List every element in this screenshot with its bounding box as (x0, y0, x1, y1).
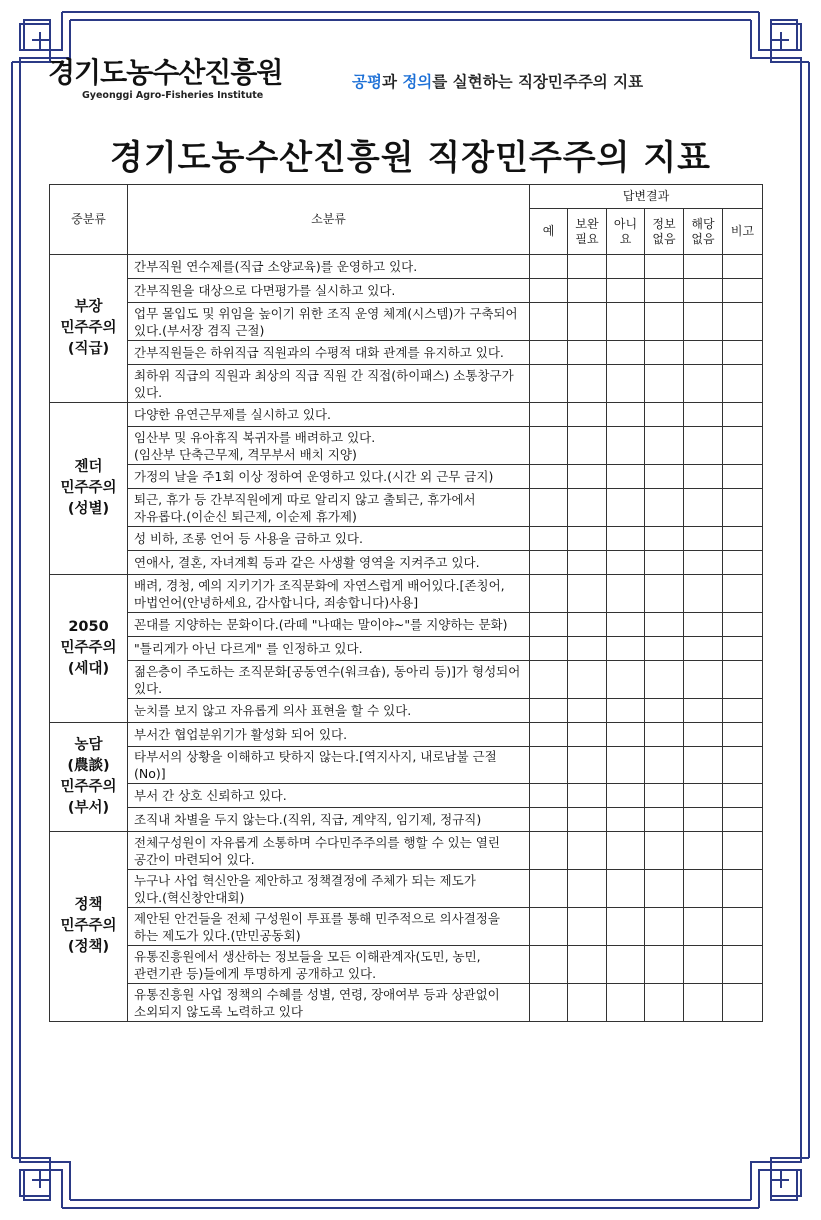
category-label-line: 부장 (74, 299, 103, 315)
slogan-part: 를 실현하는 직장민주주의 지표 (432, 73, 644, 91)
table-row (50, 575, 763, 613)
answer-cell[interactable] (568, 465, 607, 489)
answer-cell[interactable] (530, 341, 568, 365)
answer-cell[interactable] (723, 832, 763, 870)
item-text-line: 다양한 유연근무제를 실시하고 있다. (134, 407, 332, 422)
answer-cell[interactable] (607, 637, 645, 661)
item-text-line: 간부직원 연수제를(직급 소양교육)를 운영하고 있다. (134, 259, 418, 274)
table-row (50, 489, 763, 527)
item-text-line: 유통진흥원에서 생산하는 정보들을 모든 이해관계자(도민, 농민, (134, 948, 481, 964)
item-text-line: 임산부 및 유아휴직 복귀자를 배려하고 있다. (134, 429, 376, 445)
item-cell (128, 723, 530, 747)
header-answer-col (568, 209, 607, 255)
answer-cell[interactable] (530, 303, 568, 341)
answer-cell[interactable] (530, 784, 568, 808)
answer-cell[interactable] (607, 613, 645, 637)
item-cell (128, 489, 530, 527)
answer-cell[interactable] (645, 808, 684, 832)
table-row (50, 747, 763, 784)
table-row (50, 551, 763, 575)
table-row (50, 870, 763, 908)
answer-cell[interactable] (530, 613, 568, 637)
category-label-line: 민주주의 (60, 640, 117, 656)
answer-cell[interactable] (645, 279, 684, 303)
category-label-line: (성별) (67, 501, 110, 517)
category-label-line: (직급) (67, 341, 110, 357)
item-text-line: 가정의 날을 주1회 이상 정하여 운영하고 있다.(시간 외 근무 금지) (134, 469, 494, 484)
table-row (50, 465, 763, 489)
answer-cell[interactable] (645, 465, 684, 489)
category-label-line: 민주주의 (60, 779, 117, 795)
answer-cell[interactable] (568, 699, 607, 723)
answer-cell[interactable] (645, 747, 684, 784)
answer-cell[interactable] (684, 403, 723, 427)
answer-cell[interactable] (723, 637, 763, 661)
item-text-line: 최하위 직급의 직원과 최상의 직급 직원 간 직접(하이패스) 소통창구가 (134, 367, 514, 383)
answer-cell[interactable] (530, 747, 568, 784)
answer-cell[interactable] (645, 255, 684, 279)
answer-cell[interactable] (684, 489, 723, 527)
answer-cell[interactable] (530, 279, 568, 303)
item-cell (128, 946, 530, 984)
header-answer-col (645, 209, 684, 255)
answer-cell[interactable] (645, 784, 684, 808)
logo-subtitle: Gyeonggi Agro-Fisheries Institute (82, 90, 264, 101)
answer-cell[interactable] (645, 946, 684, 984)
item-cell (128, 832, 530, 870)
answer-cell[interactable] (723, 661, 763, 699)
item-text-line: 있다.(부서장 겸직 근절) (134, 322, 265, 338)
slogan-word-justice: 정의 (402, 73, 433, 91)
answer-cell[interactable] (607, 699, 645, 723)
answer-cell[interactable] (568, 341, 607, 365)
table-row (50, 984, 763, 1022)
answer-cell[interactable] (607, 303, 645, 341)
header-answer-line: 없음 (691, 231, 715, 246)
item-text-line: 눈치를 보지 않고 자유롭게 의사 표현을 할 수 있다. (134, 703, 412, 718)
answer-cell[interactable] (530, 255, 568, 279)
item-text-line: "틀리게가 아닌 다르게" 를 인정하고 있다. (134, 641, 363, 656)
answer-cell[interactable] (607, 255, 645, 279)
answer-cell[interactable] (568, 365, 607, 403)
answer-cell[interactable] (568, 661, 607, 699)
answer-cell[interactable] (607, 365, 645, 403)
answer-cell[interactable] (723, 403, 763, 427)
answer-cell[interactable] (723, 427, 763, 465)
answer-cell[interactable] (645, 984, 684, 1022)
slogan-word-fairness: 공평 (352, 73, 382, 91)
answer-cell[interactable] (723, 870, 763, 908)
header-answer-line: 정보 (652, 216, 676, 231)
answer-cell[interactable] (530, 637, 568, 661)
answer-cell[interactable] (723, 723, 763, 747)
answer-cell[interactable] (684, 465, 723, 489)
item-text-line: 부서 간 상호 신뢰하고 있다. (134, 788, 287, 803)
item-text-line: 성 비하, 조롱 언어 등 사용을 금하고 있다. (134, 531, 363, 546)
item-text-line: 배려, 경청, 예의 지키기가 조직문화에 자연스럽게 배어있다.[존칭어, (134, 577, 505, 593)
category-cell (50, 723, 128, 832)
table-body (50, 255, 763, 1022)
answer-cell[interactable] (607, 551, 645, 575)
table-row (50, 613, 763, 637)
item-text-line: 누구나 사업 혁신안을 제안하고 정책결정에 주체가 되는 제도가 (134, 872, 476, 888)
answer-cell[interactable] (530, 870, 568, 908)
answer-cell[interactable] (530, 489, 568, 527)
item-text-line: 있다. (134, 384, 163, 400)
table-row (50, 723, 763, 747)
category-label-line: 민주주의 (60, 320, 117, 336)
answer-cell[interactable] (568, 870, 607, 908)
table-row (50, 427, 763, 465)
header-answer-line: 요 (619, 231, 632, 246)
item-cell (128, 808, 530, 832)
table-row (50, 365, 763, 403)
table-row (50, 403, 763, 427)
institute-logo (48, 58, 298, 101)
item-text-line: 있다. (134, 680, 163, 696)
answer-cell[interactable] (645, 637, 684, 661)
answer-cell[interactable] (684, 613, 723, 637)
header-answer-col (723, 209, 763, 255)
item-cell (128, 908, 530, 946)
category-label-line: 농담 (74, 737, 103, 753)
answer-cell[interactable] (607, 984, 645, 1022)
answer-cell[interactable] (645, 403, 684, 427)
header-answer-line: 보완 (575, 216, 599, 231)
item-text-line: 전체구성원이 자유롭게 소통하며 수다민주주의를 행할 수 있는 열린 (134, 834, 500, 850)
answer-cell[interactable] (568, 613, 607, 637)
answer-cell[interactable] (568, 255, 607, 279)
answer-cell[interactable] (645, 551, 684, 575)
answer-cell[interactable] (645, 341, 684, 365)
item-text-line: 퇴근, 휴가 등 간부직원에게 따로 알리지 않고 출퇴근, 휴가에서 (134, 491, 476, 507)
header-answer-col (607, 209, 645, 255)
item-cell (128, 699, 530, 723)
answer-cell[interactable] (607, 661, 645, 699)
answer-cell[interactable] (530, 984, 568, 1022)
answer-cell[interactable] (684, 365, 723, 403)
header-answer-group: 답변결과 (530, 185, 763, 209)
answer-cell[interactable] (684, 784, 723, 808)
table-row (50, 279, 763, 303)
answer-cell[interactable] (607, 832, 645, 870)
item-text-line: 간부직원을 대상으로 다면평가를 실시하고 있다. (134, 283, 396, 298)
answer-cell[interactable] (530, 365, 568, 403)
answer-cell[interactable] (723, 575, 763, 613)
item-cell (128, 465, 530, 489)
answer-cell[interactable] (568, 637, 607, 661)
answer-cell[interactable] (645, 908, 684, 946)
table-row (50, 784, 763, 808)
answer-cell[interactable] (723, 908, 763, 946)
answer-cell[interactable] (568, 489, 607, 527)
answer-cell[interactable] (530, 908, 568, 946)
answer-cell[interactable] (723, 699, 763, 723)
answer-cell[interactable] (645, 365, 684, 403)
item-text-line: 소외되지 않도록 노력하고 있다 (134, 1003, 303, 1019)
answer-cell[interactable] (607, 279, 645, 303)
answer-cell[interactable] (530, 575, 568, 613)
answer-cell[interactable] (684, 661, 723, 699)
answer-cell[interactable] (530, 723, 568, 747)
category-label-line: (정책) (67, 939, 110, 955)
logo-wordmark: 경기도농수산진흥원 (48, 56, 283, 89)
table-row (50, 303, 763, 341)
item-cell (128, 341, 530, 365)
answer-cell[interactable] (607, 747, 645, 784)
answer-cell[interactable] (530, 403, 568, 427)
header-answer-line: 예 (542, 224, 555, 238)
answer-cell[interactable] (723, 303, 763, 341)
item-text-line: 타부서의 상황을 이해하고 탓하지 않는다.[역지사지, 내로남불 근절(No)] (134, 749, 497, 781)
item-cell (128, 747, 530, 784)
answer-cell[interactable] (723, 527, 763, 551)
answer-cell[interactable] (607, 527, 645, 551)
answer-cell[interactable] (568, 527, 607, 551)
answer-cell[interactable] (568, 984, 607, 1022)
answer-cell[interactable] (645, 575, 684, 613)
answer-cell[interactable] (607, 465, 645, 489)
table-row (50, 661, 763, 699)
answer-cell[interactable] (530, 832, 568, 870)
table-row (50, 908, 763, 946)
answer-cell[interactable] (530, 661, 568, 699)
answer-cell[interactable] (530, 946, 568, 984)
answer-cell[interactable] (645, 427, 684, 465)
answer-cell[interactable] (684, 637, 723, 661)
answer-cell[interactable] (568, 832, 607, 870)
answer-cell[interactable] (723, 613, 763, 637)
answer-cell[interactable] (684, 723, 723, 747)
answer-cell[interactable] (723, 279, 763, 303)
slogan (352, 70, 643, 92)
answer-cell[interactable] (684, 946, 723, 984)
header-answer-line: 비고 (730, 224, 755, 238)
item-cell (128, 637, 530, 661)
answer-cell[interactable] (645, 303, 684, 341)
answer-cell[interactable] (568, 427, 607, 465)
answer-cell[interactable] (645, 489, 684, 527)
item-text-line: 제안된 안건들을 전체 구성원이 투표를 통해 민주적으로 의사결정을 (134, 910, 500, 926)
category-label-line: (農談) (67, 758, 110, 774)
answer-cell[interactable] (568, 575, 607, 613)
header-answer-line: 필요 (575, 231, 599, 246)
answer-cell[interactable] (607, 808, 645, 832)
item-cell (128, 427, 530, 465)
item-cell (128, 613, 530, 637)
header-answer-line: 아니 (613, 216, 638, 231)
answer-cell[interactable] (684, 808, 723, 832)
answer-cell[interactable] (684, 747, 723, 784)
table-row (50, 527, 763, 551)
table-row (50, 255, 763, 279)
item-text-line: 간부직원들은 하위직급 직원과의 수평적 대화 관계를 유지하고 있다. (134, 345, 504, 360)
answer-cell[interactable] (607, 908, 645, 946)
category-label-line: 2050 (68, 619, 109, 635)
answer-cell[interactable] (723, 984, 763, 1022)
answer-cell[interactable] (607, 784, 645, 808)
answer-cell[interactable] (568, 808, 607, 832)
item-cell (128, 303, 530, 341)
answer-cell[interactable] (723, 808, 763, 832)
answer-cell[interactable] (607, 870, 645, 908)
answer-cell[interactable] (530, 465, 568, 489)
item-text-line: 꼰대를 지양하는 문화이다.(라떼 "나때는 말이야~"를 지양하는 문화) (134, 617, 508, 632)
answer-cell[interactable] (684, 699, 723, 723)
header-item: 소분류 (128, 185, 530, 255)
answer-cell[interactable] (568, 908, 607, 946)
answer-cell[interactable] (723, 341, 763, 365)
header-answer-col (530, 209, 568, 255)
answer-cell[interactable] (723, 551, 763, 575)
answer-cell[interactable] (607, 489, 645, 527)
table-row (50, 808, 763, 832)
answer-cell[interactable] (723, 784, 763, 808)
category-cell (50, 403, 128, 575)
item-cell (128, 551, 530, 575)
item-text-line: 자유롭다.(이순신 퇴근제, 이순제 휴가제) (134, 508, 357, 524)
answer-cell[interactable] (568, 747, 607, 784)
answer-cell[interactable] (568, 723, 607, 747)
table-row (50, 637, 763, 661)
item-text-line: 부서간 협업분위기가 활성화 되어 있다. (134, 727, 348, 742)
answer-cell[interactable] (684, 279, 723, 303)
item-text-line: 공간이 마련되어 있다. (134, 851, 255, 867)
answer-cell[interactable] (568, 551, 607, 575)
answer-cell[interactable] (530, 427, 568, 465)
item-text-line: 유통진흥원 사업 정책의 수혜를 성별, 연령, 장애여부 등과 상관없이 (134, 986, 500, 1002)
item-text-line: (임산부 단축근무제, 격무부서 배치 지양) (134, 446, 357, 462)
answer-cell[interactable] (645, 699, 684, 723)
item-cell (128, 661, 530, 699)
item-text-line: 젊은층이 주도하는 조직문화[공동연수(워크숍), 동아리 등)]가 형성되어 (134, 663, 521, 679)
header-answer-col (684, 209, 723, 255)
item-text-line: 업무 몰입도 및 위임을 높이기 위한 조직 운영 체계(시스템)가 구축되어 (134, 305, 518, 321)
answer-cell[interactable] (723, 465, 763, 489)
item-cell (128, 870, 530, 908)
item-text-line: 있다.(혁신창안대회) (134, 889, 245, 905)
answer-cell[interactable] (684, 527, 723, 551)
table-row (50, 946, 763, 984)
answer-cell[interactable] (684, 341, 723, 365)
answer-cell[interactable] (684, 303, 723, 341)
answer-cell[interactable] (568, 784, 607, 808)
category-label-line: 젠더 (74, 459, 103, 475)
answer-cell[interactable] (645, 527, 684, 551)
category-label-line: (부서) (67, 800, 110, 816)
item-cell (128, 575, 530, 613)
item-cell (128, 279, 530, 303)
table-row (50, 341, 763, 365)
answer-cell[interactable] (723, 747, 763, 784)
item-text-line: 조직내 차별을 두지 않는다.(직위, 직급, 계약직, 임기제, 정규직) (134, 812, 482, 827)
answer-cell[interactable] (684, 984, 723, 1022)
answer-cell[interactable] (684, 870, 723, 908)
indicator-table (49, 184, 763, 1022)
answer-cell[interactable] (530, 551, 568, 575)
page-title: 경기도농수산진흥원 직장민주주의 지표 (109, 138, 712, 178)
item-text-line: 연애사, 결혼, 자녀계획 등과 같은 사생활 영역을 지켜주고 있다. (134, 555, 480, 570)
header-category: 중분류 (50, 185, 128, 255)
item-text-line: 마법언어(안녕하세요, 감사합니다, 죄송합니다)사용] (134, 594, 419, 610)
header-answer-line: 없음 (652, 231, 676, 246)
category-cell (50, 255, 128, 403)
answer-cell[interactable] (684, 427, 723, 465)
answer-cell[interactable] (530, 808, 568, 832)
answer-cell[interactable] (568, 946, 607, 984)
item-cell (128, 984, 530, 1022)
answer-cell[interactable] (723, 255, 763, 279)
answer-cell[interactable] (684, 575, 723, 613)
answer-cell[interactable] (607, 946, 645, 984)
category-label-line: 민주주의 (60, 918, 117, 934)
table-row (50, 832, 763, 870)
answer-cell[interactable] (645, 661, 684, 699)
answer-cell[interactable] (645, 832, 684, 870)
item-cell (128, 784, 530, 808)
answer-cell[interactable] (645, 870, 684, 908)
answer-cell[interactable] (568, 403, 607, 427)
answer-cell[interactable] (723, 946, 763, 984)
answer-cell[interactable] (684, 908, 723, 946)
item-text-line: 하는 제도가 있다.(만민공동회) (134, 927, 301, 943)
answer-cell[interactable] (684, 255, 723, 279)
category-label-line: 정책 (74, 897, 103, 913)
answer-cell[interactable] (530, 699, 568, 723)
answer-cell[interactable] (607, 723, 645, 747)
category-cell (50, 832, 128, 1022)
answer-cell[interactable] (723, 365, 763, 403)
answer-cell[interactable] (568, 279, 607, 303)
category-cell (50, 575, 128, 723)
answer-cell[interactable] (684, 832, 723, 870)
item-cell (128, 527, 530, 551)
header-answer-line: 해당 (691, 216, 715, 231)
answer-cell[interactable] (607, 341, 645, 365)
answer-cell[interactable] (530, 527, 568, 551)
item-cell (128, 255, 530, 279)
answer-cell[interactable] (684, 551, 723, 575)
category-label-line: (세대) (67, 661, 110, 677)
item-text-line: 관련기관 등)들에게 투명하게 공개하고 있다. (134, 965, 377, 981)
item-cell (128, 365, 530, 403)
answer-cell[interactable] (607, 427, 645, 465)
slogan-part: 과 (381, 73, 403, 91)
item-cell (128, 403, 530, 427)
answer-cell[interactable] (607, 403, 645, 427)
category-label-line: 민주주의 (60, 480, 117, 496)
answer-cell[interactable] (568, 303, 607, 341)
answer-cell[interactable] (607, 575, 645, 613)
answer-cell[interactable] (645, 723, 684, 747)
answer-cell[interactable] (723, 489, 763, 527)
answer-cell[interactable] (645, 613, 684, 637)
table-row (50, 699, 763, 723)
